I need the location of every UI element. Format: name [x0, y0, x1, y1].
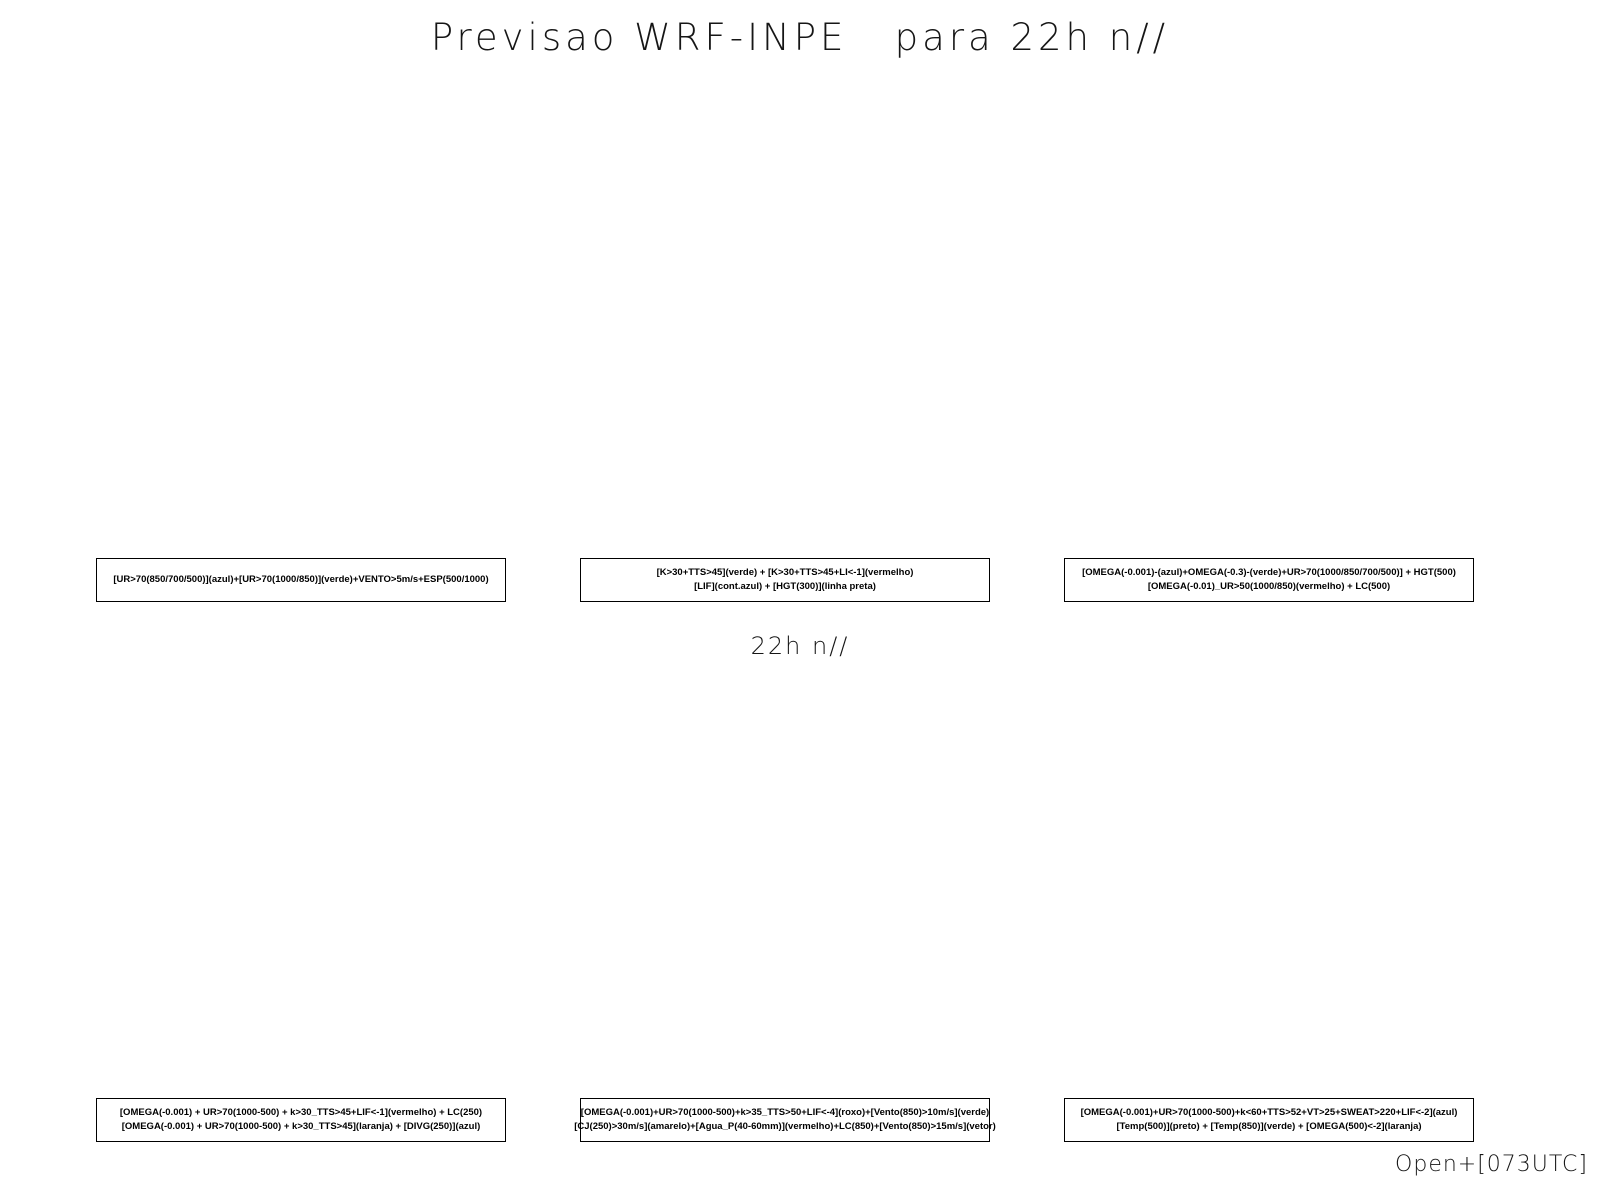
- legend-line: [OMEGA(-0.01)_UR>50(1000/850)(vermelho) + LC(500): [1147, 581, 1391, 592]
- panel-plot-area-5: [580, 672, 990, 1090]
- panel-plot-area-2: [580, 110, 990, 550]
- legend-line: [Temp(500)](preto) + [Temp(850)](verde) + [OMEGA(500)<-2](laranja): [1116, 1121, 1422, 1132]
- legend-box-omega-cj-agua: [574, 1098, 996, 1142]
- legend-box-omega-sweat-temp: [1064, 1098, 1474, 1142]
- legend-line: [OMEGA(-0.001) + UR>70(1000-500) + k>30_TTS>45](laranja) + [DIVG(250)](azul): [121, 1121, 481, 1132]
- panel-plot-area-6: [1064, 672, 1474, 1090]
- panel-plot-area-1: [96, 110, 506, 550]
- legend-line: [K>30+TTS>45](verde) + [K>30+TTS>45+LI<-1](vermelho): [656, 567, 914, 578]
- panel-plot-area-3: [1064, 110, 1474, 550]
- legend-line: [UR>70(850/700/500)](azul)+[UR>70(1000/850)](verde)+VENTO>5m/s+ESP(500/1000): [113, 574, 489, 585]
- legend-line: [OMEGA(-0.001)+UR>70(1000-500)+k>35_TTS>50+LIF<-4](roxo)+[Vento(850)>10m/s](verde): [580, 1107, 990, 1118]
- panel-plot-area-4: [96, 672, 506, 1090]
- legend-box-humidity-wind: [96, 558, 506, 602]
- legend-box-k-tts-lif: [580, 558, 990, 602]
- corner-stamp: Open+[073UTC]: [1395, 1152, 1588, 1177]
- middle-caption: 22h n//: [750, 632, 850, 660]
- legend-line: [LIF](cont.azul) + [HGT(300)](linha preta): [694, 581, 876, 592]
- legend-box-omega-hgt: [1064, 558, 1474, 602]
- legend-line: [OMEGA(-0.001)-(azul)+OMEGA(-0.3)-(verde)+UR>70(1000/850/700/500)] + HGT(500): [1082, 567, 1456, 578]
- legend-box-omega-lc-divg: [96, 1098, 506, 1142]
- legend-line: [OMEGA(-0.001)+UR>70(1000-500)+k<60+TTS>52+VT>25+SWEAT>220+LIF<-2](azul): [1080, 1107, 1458, 1118]
- legend-line: [CJ(250)>30m/s](amarelo)+[Agua_P(40-60mm)](vermelho)+LC(850)+[Vento(850)>15m/s](vetor): [574, 1121, 996, 1132]
- page-title: Previsao WRF-INPE para 22h n//: [430, 16, 1170, 59]
- legend-line: [OMEGA(-0.001) + UR>70(1000-500) + k>30_TTS>45+LIF<-1](vermelho) + LC(250): [119, 1107, 483, 1118]
